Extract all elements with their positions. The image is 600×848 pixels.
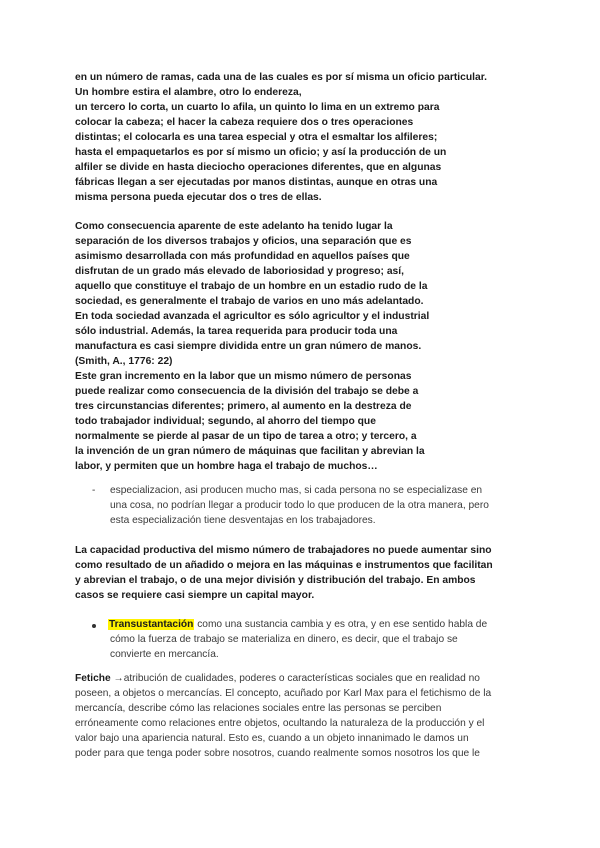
text-line: sociedad, es generalmente el trabajo de varios en uno más adelantado. — [75, 296, 424, 307]
text-line: en un número de ramas, cada una de las cuales es por sí misma un oficio particular. — [75, 72, 488, 83]
text-line: distintas; el colocarla es una tarea especial y otra el esmaltar los alfileres; — [75, 132, 438, 143]
citation: (Smith, A., 1776: 22) — [75, 356, 173, 367]
text-segment: →atribución de cualidades, poderes o características sociales que en realidad no — [110, 673, 480, 684]
highlighted-term: Transustantación — [109, 619, 194, 630]
text-line: Este gran incremento en la labor que un mismo número de personas — [75, 371, 412, 382]
text-line: convierte en mercancía. — [110, 649, 219, 660]
text-line: tres circunstancias diferentes; primero, al aumento en la destreza de — [75, 401, 412, 412]
text-line: disfrutan de un grado más elevado de laboriosidad y progreso; así, — [75, 266, 405, 277]
text-line: manufactura es casi siempre dividida entre un gran número de manos. — [75, 341, 422, 352]
text-line: separación de los diversos trabajos y oficios, una separación que es — [75, 236, 412, 247]
definition-term: Fetiche — [75, 673, 111, 684]
text-line: En toda sociedad avanzada el agricultor es sólo agricultor y el industrial — [75, 311, 430, 322]
dash-marker: - — [92, 485, 96, 496]
text-line: un tercero lo corta, un cuarto lo afila, un quinto lo lima en un extremo para — [75, 102, 440, 113]
text-line: casos se requiere casi siempre un capital mayor. — [75, 590, 315, 601]
text-line: sólo industrial. Además, la tarea requerida para producir toda una — [75, 326, 398, 337]
text-line: aquello que constituye el trabajo de un hombre en un estadio rudo de la — [75, 281, 428, 292]
text-line: fábricas llegan a ser ejecutadas por manos distintas, aunque en otras una — [75, 177, 438, 188]
text-line: normalmente se pierde al pasar de un tipo de tarea a otro; y tercero, a — [75, 431, 417, 442]
text-line: La capacidad productiva del mismo número de trabajadores no puede aumentar sino — [75, 545, 492, 556]
text-line: cómo la fuerza de trabajo se materializa en dinero, es decir, que el trabajo se — [110, 634, 458, 645]
text-line: alfiler se divide en hasta dieciocho operaciones diferentes, que en algunas — [75, 162, 442, 173]
text-line: misma persona pueda ejecutar dos o tres de ellas. — [75, 192, 322, 203]
text-line: especializacion, asi producen mucho mas, si cada persona no se especializase en — [110, 485, 483, 496]
text-line — [75, 672, 480, 686]
text-line: Un hombre estira el alambre, otro lo endereza, — [75, 87, 302, 98]
text-line: asimismo desarrollada con más profundidad en aquellos países que — [75, 251, 410, 262]
text-line: labor, y permiten que un hombre haga el trabajo de muchos… — [75, 461, 378, 472]
text-line — [108, 618, 487, 632]
bullet-dot-icon — [92, 624, 96, 628]
text-line: poseen, a objetos o mercancías. El concepto, acuñado por Karl Max para el fetichismo de la — [75, 688, 492, 699]
text-line: hasta el empaquetarlos es por sí mismo un oficio; y así la producción de un — [75, 147, 447, 158]
text-line: poder para que tenga poder sobre nosotros, cuando realmente somos nosotros los que le — [75, 748, 480, 759]
text-line: como resultado de un añadido o mejora en las máquinas e instrumentos que facilitan — [75, 560, 493, 571]
text-line: mercancía, describe cómo las relaciones sociales entre las personas se perciben — [75, 703, 442, 714]
text-line: valor bajo una apariencia natural. Esto es, cuando a un objeto innanimado le damos un — [75, 733, 469, 744]
text-line: puede realizar como consecuencia de la división del trabajo se debe a — [75, 386, 419, 397]
text-line: y abrevian el trabajo, o de una mejor división y distribución del trabajo. En ambos — [75, 575, 476, 586]
text-line: esta especialización tiene desventajas en los trabajadores. — [110, 515, 376, 526]
text-line: colocar la cabeza; el hacer la cabeza requiere dos o tres operaciones — [75, 117, 414, 128]
text-line: Como consecuencia aparente de este adelanto ha tenido lugar la — [75, 221, 393, 232]
text-segment: como una sustancia cambia y es otra, y en ese sentido habla de — [194, 619, 488, 630]
text-line: todo trabajador individual; segundo, al ahorro del tiempo que — [75, 416, 376, 427]
text-line: una cosa, no podrían llegar a producir todo lo que producen de la otra manera, pero — [110, 500, 489, 511]
text-line: la invención de un gran número de máquinas que facilitan y abrevian la — [75, 446, 425, 457]
text-line: erróneamente como relaciones entre objetos, ocultando la naturaleza de la producción y el — [75, 718, 485, 729]
